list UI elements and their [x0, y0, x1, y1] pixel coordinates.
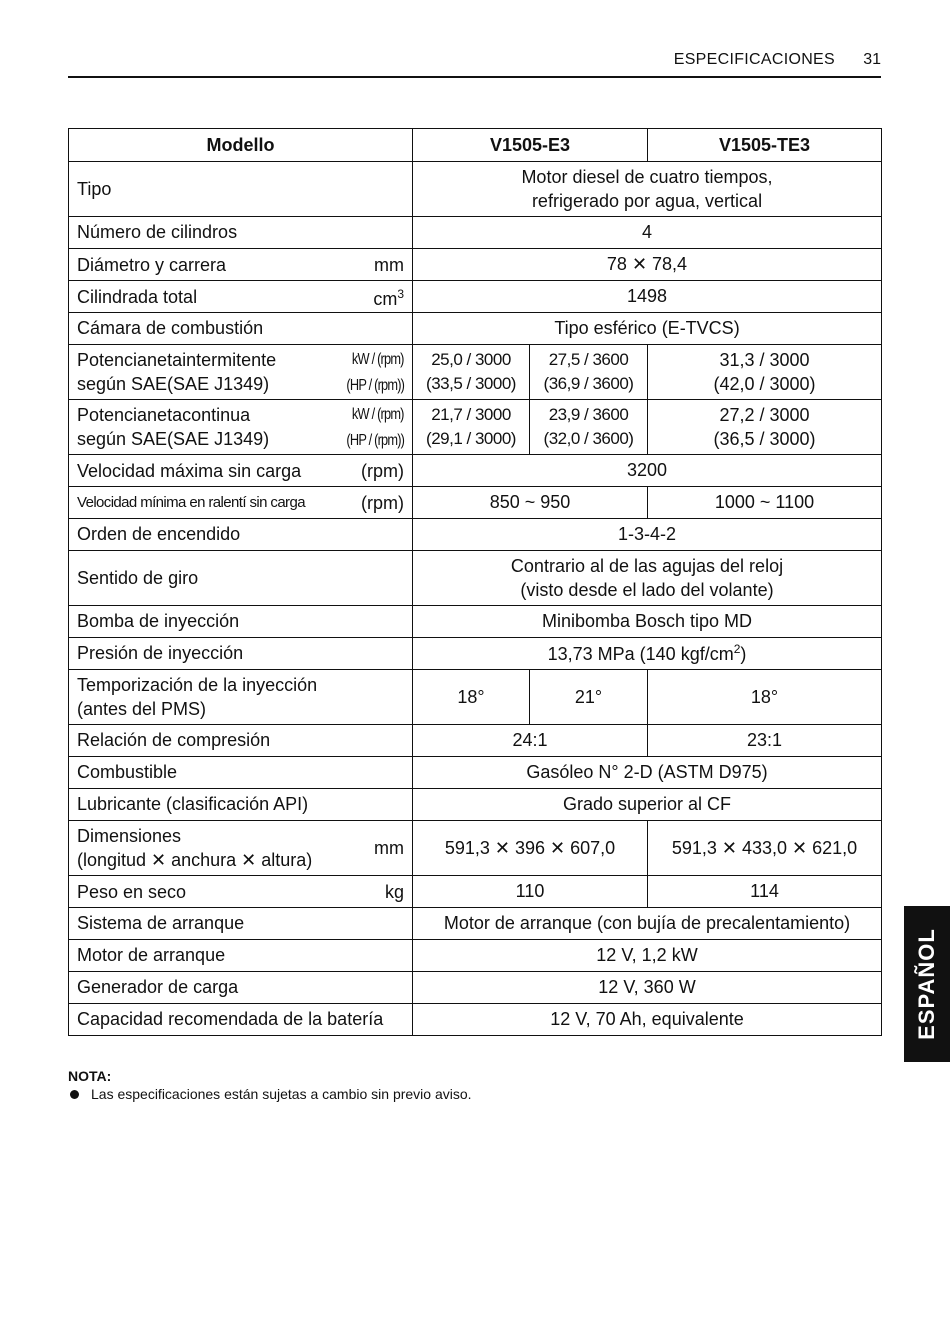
page-header [68, 48, 881, 78]
table-row [69, 217, 882, 249]
row-label: Tipo [69, 162, 413, 217]
row-value: 23:1 [648, 725, 882, 757]
row-value: Grado superior al CF [413, 789, 882, 821]
notes-section [68, 1068, 472, 1102]
table-row [69, 313, 882, 345]
row-label-cell [69, 876, 413, 908]
row-value: 25,0 / 3000 (33,5 / 3000) [413, 345, 530, 400]
row-value: Contrario al de las agujas del reloj (visto desde el lado del volante) [413, 551, 882, 606]
table-row [69, 876, 882, 908]
row-value: Motor de arranque (con bujía de precalentamiento) [413, 908, 882, 940]
row-unit: mm [374, 837, 404, 858]
note-title: NOTA: [68, 1068, 112, 1084]
row-unit: kW / (rpm) [352, 351, 404, 368]
row-unit: (rpm) [361, 492, 404, 513]
row-label: según SAE(SAE J1349) [77, 429, 270, 449]
specifications-table [68, 128, 882, 1036]
row-unit: $cm^3$ [373, 287, 404, 309]
table-row [69, 908, 882, 940]
row-value: 78 ✕ 78,4 [413, 249, 882, 281]
row-value: 12 V, 1,2 kW [413, 940, 882, 972]
row-unit: (rpm) [361, 460, 404, 481]
table-row [69, 455, 882, 487]
page-number: 31 [863, 51, 881, 68]
row-label: Motor de arranque [69, 940, 413, 972]
list-item [68, 1086, 472, 1102]
row-label-cell [69, 670, 413, 725]
row-unit: (HP / (rpm)) [346, 432, 404, 449]
row-value: 4 [413, 217, 882, 249]
row-value: 110 [413, 876, 648, 908]
row-value: 114 [648, 876, 882, 908]
row-value: 18° [648, 670, 882, 725]
table-row [69, 670, 882, 725]
row-label: Potencianetaintermitente [77, 350, 277, 370]
row-label: Dimensiones [77, 826, 182, 846]
row-value: 3200 [413, 455, 882, 487]
row-value: 591,3 ✕ 396 ✕ 607,0 [413, 821, 648, 876]
row-label: Número de cilindros [69, 217, 413, 249]
row-value: 27,5 / 3600 (36,9 / 3600) [530, 345, 648, 400]
row-value: 21° [530, 670, 648, 725]
row-label-cell [69, 487, 413, 519]
row-value: 18° [413, 670, 530, 725]
row-label-cell [69, 821, 413, 876]
table-row [69, 281, 882, 313]
row-label: Capacidad recomendada de la batería [69, 1004, 413, 1036]
row-label-cell [69, 345, 413, 400]
row-unit: kW / (rpm) [352, 406, 404, 423]
table-row [69, 400, 882, 455]
row-unit: (HP / (rpm)) [346, 377, 404, 394]
row-value [413, 162, 882, 217]
table-row [69, 551, 882, 606]
table-row [69, 789, 882, 821]
row-unit: kg [384, 881, 404, 902]
row-value: 12 V, 70 Ah, equivalente [413, 1004, 882, 1036]
row-value: 1498 [413, 281, 882, 313]
row-label: Sentido de giro [69, 551, 413, 606]
header-model: Modello [69, 129, 413, 162]
row-value: Gasóleo N° 2-D (ASTM D975) [413, 757, 882, 789]
row-value: Tipo esférico (E-TVCS) [413, 313, 882, 345]
row-value: Minibomba Bosch tipo MD [413, 606, 882, 638]
row-value: 23,9 / 3600 (32,0 / 3600) [530, 400, 648, 455]
row-label: Generador de carga [69, 972, 413, 1004]
row-label: Cilindrada total [77, 286, 198, 307]
row-label: Combustible [69, 757, 413, 789]
row-label: Temporización de la inyección [77, 675, 318, 695]
row-label: Orden de encendido [69, 519, 413, 551]
row-label: Sistema de arranque [69, 908, 413, 940]
row-label: Velocidad mínima en ralentí sin carga [77, 493, 305, 511]
table-header-row [69, 129, 882, 162]
table-row [69, 638, 882, 670]
row-value: 24:1 [413, 725, 648, 757]
row-label: Bomba de inyección [69, 606, 413, 638]
row-label: según SAE(SAE J1349) [77, 374, 270, 394]
row-value: 31,3 / 3000 (42,0 / 3000) [648, 345, 882, 400]
row-label-cell [69, 249, 413, 281]
row-label: Velocidad máxima sin carga [77, 460, 302, 481]
side-tab-label: ESPAÑOL [914, 928, 939, 1040]
value-line: refrigerado por agua, vertical [531, 191, 763, 211]
section-title: ESPECIFICACIONES [673, 51, 835, 68]
row-label: Potencianetacontinua [77, 405, 251, 425]
row-unit: mm [374, 254, 404, 275]
row-value: 27,2 / 3000 (36,5 / 3000) [648, 400, 882, 455]
row-label: (antes del PMS) [77, 699, 207, 719]
header-col-v1505-te3: V1505-TE3 [648, 129, 882, 162]
row-value: 1-3-4-2 [413, 519, 882, 551]
table-row [69, 345, 882, 400]
table-row [69, 606, 882, 638]
table-row [69, 757, 882, 789]
row-value: 21,7 / 3000 (29,1 / 3000) [413, 400, 530, 455]
row-value: 1000 ~ 1100 [648, 487, 882, 519]
row-label-cell [69, 281, 413, 313]
row-label: Lubricante (clasificación API) [69, 789, 413, 821]
table-row [69, 940, 882, 972]
table-row [69, 162, 882, 217]
row-value: 591,3 ✕ 433,0 ✕ 621,0 [648, 821, 882, 876]
row-label: (longitud ✕ anchura ✕ altura) [77, 850, 313, 870]
row-label: Diámetro y carrera [77, 254, 227, 275]
header-col-v1505-e3: V1505-E3 [413, 129, 648, 162]
row-label: Presión de inyección [69, 638, 413, 670]
table-row [69, 972, 882, 1004]
row-label: Cámara de combustión [69, 313, 413, 345]
table-row [69, 821, 882, 876]
row-value: 12 V, 360 W [413, 972, 882, 1004]
row-label: Peso en seco [77, 881, 187, 902]
table-row [69, 725, 882, 757]
table-row [69, 1004, 882, 1036]
row-label: Relación de compresión [69, 725, 413, 757]
table-row [69, 487, 882, 519]
row-value: 13,73 MPa (140 kgf/$cm^2$) [413, 638, 882, 670]
note-text: Las especificaciones están sujetas a cambio sin previo aviso. [91, 1086, 472, 1102]
row-label-cell [69, 400, 413, 455]
row-value: 850 ~ 950 [413, 487, 648, 519]
table-row [69, 249, 882, 281]
value-line: Motor diesel de cuatro tiempos, [521, 167, 773, 187]
row-label-cell [69, 455, 413, 487]
bullet-icon [70, 1090, 79, 1099]
table-row [69, 519, 882, 551]
language-side-tab [904, 906, 950, 1062]
